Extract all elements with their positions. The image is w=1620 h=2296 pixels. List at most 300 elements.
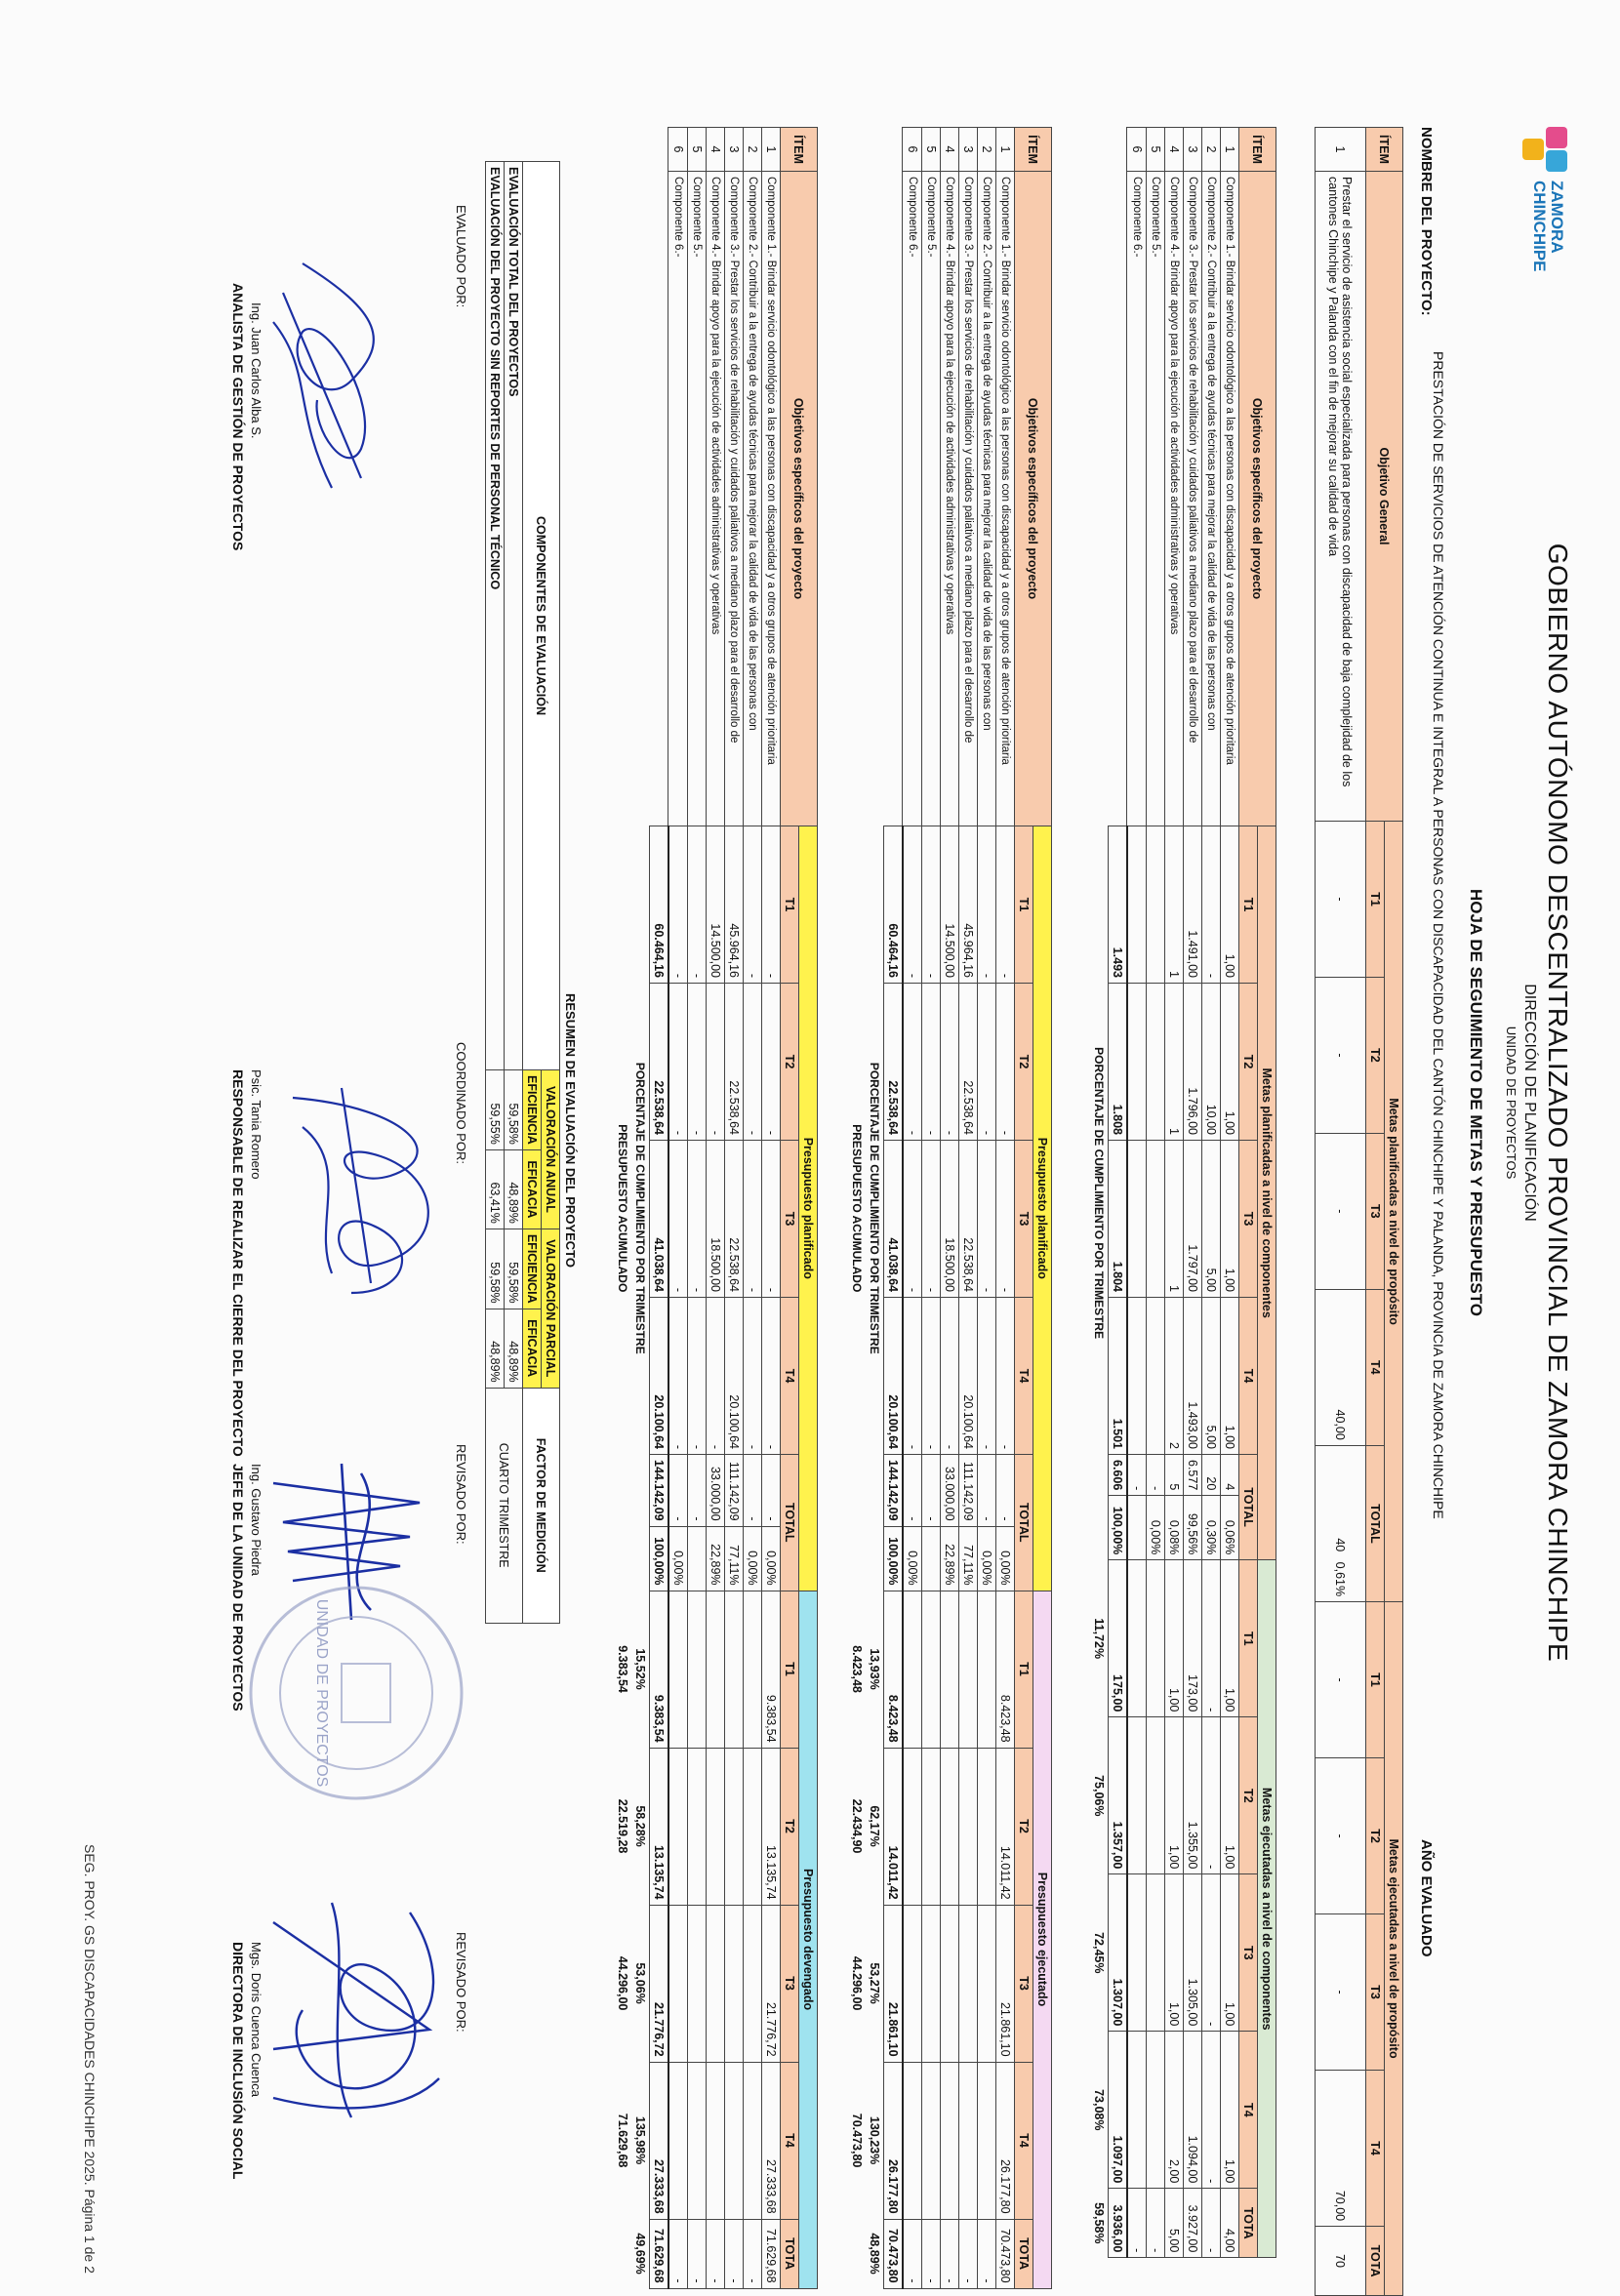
table-row: [1165, 128, 1184, 2258]
planned-cell: -: [903, 826, 922, 984]
executed-cell: 26.177,80: [996, 2062, 1015, 2219]
q-header: T1: [1015, 826, 1033, 984]
total-header: TOTA: [1239, 2189, 1258, 2258]
executed-cell: [707, 2062, 725, 2219]
pct-value: 11,72%: [1092, 1618, 1106, 1660]
total-header: TOTA: [1366, 2227, 1385, 2296]
total-executed: 175,00: [1109, 1560, 1128, 1717]
reviewed-label: REVISADO POR:: [454, 1444, 468, 1545]
executed-total: -: [1202, 2189, 1221, 2258]
planned-cell: -: [903, 1298, 922, 1455]
general-objective-table: [1315, 127, 1403, 2296]
acc-value: 22.434,90: [850, 1798, 864, 1854]
budget-executed-table: [848, 127, 1052, 2289]
project-label: NOMBRE DEL PROYECTO:: [1418, 127, 1435, 316]
summary-efficiency: EFICIENCIA: [523, 1229, 542, 1309]
total-planned: 1.808: [1109, 984, 1128, 1141]
table-row: [959, 128, 978, 2289]
table-row: [762, 128, 781, 2289]
planned-cell: -: [688, 1141, 707, 1298]
executed-cell: [725, 1905, 744, 2062]
spacer: [631, 172, 650, 826]
executed-cell: 14.011,42: [996, 1748, 1015, 1905]
q-header: T1: [781, 826, 799, 984]
pct-value: 15,52%: [633, 1648, 647, 1690]
q-header: T4: [1015, 2062, 1033, 2219]
q-header: T4: [1239, 1298, 1258, 1455]
component-label: Componente 5.-: [1147, 172, 1165, 826]
reviewed2-role: DIRECTORA DE INCLUSIÓN SOCIAL: [230, 1942, 246, 2180]
total-executed: 14.011,42: [884, 1748, 904, 1905]
planned-total: -: [903, 1455, 922, 1527]
total-executed: 9.383,54: [650, 1591, 669, 1748]
table-row: [744, 128, 762, 2289]
planned-cell: 14.500,00: [707, 826, 725, 984]
executed-cell: [1127, 1560, 1147, 1717]
planned-cell: 14.500,00: [941, 826, 959, 984]
executed-cell: [688, 2062, 707, 2219]
planned-total: 6.577: [1184, 1455, 1202, 1496]
executed-cell: [903, 1591, 922, 1748]
summary-annual: VALORACIÓN ANUAL: [542, 1070, 560, 1229]
planned-cell: -: [996, 1298, 1015, 1455]
executed-cell: [1127, 1874, 1147, 2032]
executed-total: -: [688, 2219, 707, 2288]
group-executed: Presupuesto devengado: [799, 1591, 818, 2288]
planned-total: 5: [1165, 1455, 1184, 1496]
planned-pct: 77,11%: [959, 1526, 978, 1591]
component-label: Componente 6.-: [903, 172, 922, 826]
planned-cell: 45.964,16: [959, 826, 978, 984]
signature-reviewed2: [254, 1883, 468, 2137]
q-header: T2: [1239, 1717, 1258, 1874]
component-label: Componente 1.- Brindar servicio odontológico a las personas con discapacidad y a otros grupos de atención prioritaria: [1221, 172, 1239, 826]
table-row: [688, 128, 707, 2289]
pct-value: 72,45%: [1092, 1932, 1106, 1974]
reviewed2-name: Mgs. Doris Cuenca Cuenca: [249, 1942, 263, 2097]
acc-label: PRESUPUESTO ACUMULADO: [850, 1124, 864, 1293]
summary-value: 48,89%: [505, 1309, 523, 1388]
q-header: T3: [781, 1905, 799, 2062]
spacer: [866, 172, 884, 826]
total-header: TOTA: [781, 2219, 799, 2288]
component-label: Componente 4.- Brindar apoyo para la ejecución de actividades administrativas y operativas: [1165, 172, 1184, 826]
pct-label: PORCENTAJE DE CUMPLIMIENTO POR TRIMESTRE: [1092, 1047, 1106, 1340]
component-label: Componente 2.- Contribuir a la entrega de ayudas técnicas para mejorar la calidad de vida de las personas con: [1202, 172, 1221, 826]
unit-title: UNIDAD DE PROYECTOS: [1504, 1026, 1519, 1180]
q-header: T2: [1015, 1748, 1033, 1905]
item-number: 2: [978, 128, 996, 172]
acc-value: 9.383,54: [616, 1645, 629, 1693]
q-header: T4: [1366, 1289, 1385, 1445]
item-number: 1: [762, 128, 781, 172]
planned-cell: -: [922, 826, 941, 984]
group-planned: Presupuesto planificado: [799, 826, 818, 1591]
executed-cell: 21.861,10: [996, 1905, 1015, 2062]
q-header: T4: [1239, 2032, 1258, 2189]
planned-pct: 0,00%: [744, 1526, 762, 1591]
total-executed-sum: 3.936,00: [1109, 2189, 1128, 2258]
pct-value: 53,27%: [868, 1962, 881, 2004]
summary-partial: VALORACIÓN PARCIAL: [542, 1229, 560, 1388]
executed-total: 71.629,68: [762, 2219, 781, 2288]
table-row: [1316, 128, 1366, 2296]
total-planned: 22.538,64: [650, 984, 669, 1141]
item-number: 3: [1184, 128, 1202, 172]
spacer: [1090, 172, 1109, 826]
group-planned: Metas planificadas a nivel de propósito: [1385, 822, 1403, 1602]
executed-cell: 9.383,54: [762, 1591, 781, 1748]
planned-pct: [1127, 1496, 1147, 1560]
item-number: 3: [725, 128, 744, 172]
planned-cell: -: [688, 826, 707, 984]
component-label: Componente 6.-: [668, 172, 688, 826]
component-label: Componente 4.- Brindar apoyo para la ejecución de actividades administrativas y operativas: [941, 172, 959, 826]
acc-value: 44.296,00: [850, 1955, 864, 2011]
executed-cell: [922, 2062, 941, 2219]
planned-cell: 20.100,64: [959, 1298, 978, 1455]
planned-cell: [1127, 1141, 1147, 1298]
table-row: [725, 128, 744, 2289]
pct-total: 49,69%: [633, 2233, 647, 2275]
col-item: ÍTEM: [781, 128, 818, 172]
q-header: T3: [1239, 1874, 1258, 2032]
executed-cell: 1.094,00: [1184, 2032, 1202, 2189]
item-number: 3: [959, 128, 978, 172]
executed-cell: [688, 1591, 707, 1748]
summary-col-components: COMPONENTES DE EVALUACIÓN: [523, 162, 560, 1070]
pct-value: 135,98%: [633, 2115, 647, 2165]
q-header: T4: [781, 1298, 799, 1455]
total-planned: 1.501: [1109, 1298, 1128, 1455]
planned-cell: -: [688, 984, 707, 1141]
executed-cell: [959, 1905, 978, 2062]
col-item: ÍTEM: [1366, 128, 1403, 172]
planned-cell: 1: [1165, 826, 1184, 984]
reviewed-name: Ing. Gustavo Piedra: [249, 1464, 263, 1576]
planned-cell: -: [1316, 977, 1366, 1133]
planned-cell: [1147, 1141, 1165, 1298]
spacer: [884, 128, 904, 172]
executed-total: -: [922, 2219, 941, 2288]
planned-cell: -: [1316, 822, 1366, 978]
year-label: AÑO EVALUADO: [1418, 1839, 1435, 1957]
executed-total: 70: [1316, 2227, 1366, 2296]
summary-title: RESUMEN DE EVALUACIÓN DEL PROYECTO: [563, 993, 578, 1268]
planned-cell: [1127, 984, 1147, 1141]
executed-cell: [978, 2062, 996, 2219]
item-number: 1: [1316, 128, 1366, 172]
totals-row: [884, 128, 904, 2289]
executed-cell: 13.135,74: [762, 1748, 781, 1905]
executed-cell: [688, 1748, 707, 1905]
planned-total: 33.000,00: [707, 1455, 725, 1527]
q-header: T2: [781, 984, 799, 1141]
total-planned: 20.100,64: [650, 1298, 669, 1455]
planned-cell: -: [744, 826, 762, 984]
planned-cell: 22.538,64: [725, 1141, 744, 1298]
planned-cell: 1.493,00: [1184, 1298, 1202, 1455]
item-number: 6: [1127, 128, 1147, 172]
planned-cell: 1.796,00: [1184, 984, 1202, 1141]
planned-cell: 10,00: [1202, 984, 1221, 1141]
summary-value: 59,58%: [505, 1070, 523, 1150]
executed-cell: [668, 1748, 688, 1905]
planned-cell: 40,00: [1316, 1289, 1366, 1445]
summary-value: 59,58%: [505, 1229, 523, 1309]
planned-cell: 1,00: [1221, 826, 1239, 984]
q-header: T1: [1015, 1591, 1033, 1748]
total-header: TOTA: [1015, 2219, 1033, 2288]
planned-cell: -: [903, 1141, 922, 1298]
q-header: T3: [1239, 1141, 1258, 1298]
planned-total: 20: [1202, 1455, 1221, 1496]
total-planned-pct: 100,00%: [1109, 1496, 1128, 1560]
pct-value: 73,08%: [1092, 2089, 1106, 2131]
total-planned-sum: 144.142,09: [650, 1455, 669, 1527]
evaluated-label: EVALUADO POR:: [454, 205, 468, 308]
table-row: [1147, 128, 1165, 2258]
planned-cell: -: [744, 984, 762, 1141]
component-label: Componente 2.- Contribuir a la entrega de ayudas técnicas para mejorar la calidad de vida de las personas con: [744, 172, 762, 826]
planned-cell: [1147, 1298, 1165, 1455]
table-row: [668, 128, 688, 2289]
total-executed: 26.177,80: [884, 2062, 904, 2219]
executed-total: -: [1147, 2189, 1165, 2258]
executed-cell: 1,00: [1165, 1717, 1184, 1874]
planned-pct: 22,89%: [941, 1526, 959, 1591]
planned-cell: -: [668, 1141, 688, 1298]
executed-cell: [744, 1905, 762, 2062]
planned-pct: 0,30%: [1202, 1496, 1221, 1560]
spacer: [884, 172, 904, 826]
total-header: TOTAL: [1015, 1455, 1033, 1591]
spacer: [650, 128, 669, 172]
planned-cell: -: [978, 1141, 996, 1298]
planned-cell: [1127, 1298, 1147, 1455]
planned-cell: -: [996, 984, 1015, 1141]
col-objective: Objetivos específicos del proyecto: [1015, 172, 1052, 826]
total-header: TOTAL: [1366, 1445, 1385, 1601]
executed-cell: [978, 1905, 996, 2062]
component-label: Componente 5.-: [922, 172, 941, 826]
planned-cell: -: [744, 1141, 762, 1298]
acc-value: 71.629,68: [616, 2113, 629, 2168]
col-item: ÍTEM: [1239, 128, 1276, 172]
planned-total: -: [688, 1455, 707, 1527]
spacer: [848, 172, 866, 826]
table-row: [922, 128, 941, 2289]
components-goals-table: [1090, 127, 1276, 2258]
planned-cell: -: [978, 826, 996, 984]
planned-pct: 99,56%: [1184, 1496, 1202, 1560]
planned-pct: 0,00%: [903, 1526, 922, 1591]
spacer: [1090, 128, 1109, 172]
q-header: T4: [1015, 1298, 1033, 1455]
logo-text-line: CHINCHIPE: [1530, 181, 1549, 272]
item-number: 5: [922, 128, 941, 172]
q-header: T4: [781, 2062, 799, 2219]
spacer: [614, 172, 631, 826]
summary-efficiency: EFICIENCIA: [523, 1070, 542, 1150]
planned-cell: -: [941, 1298, 959, 1455]
total-planned: 20.100,64: [884, 1298, 904, 1455]
executed-cell: [941, 1905, 959, 2062]
planned-cell: 1: [1165, 1141, 1184, 1298]
executed-cell: 1,00: [1221, 1717, 1239, 1874]
seal-stamp: [244, 1581, 468, 1805]
executed-cell: [725, 1591, 744, 1748]
executed-cell: [668, 1905, 688, 2062]
executed-cell: 1,00: [1221, 2032, 1239, 2189]
planned-pct: 0,00%: [762, 1526, 781, 1591]
planned-cell: 18.500,00: [941, 1141, 959, 1298]
signature-evaluated: [254, 254, 420, 507]
planned-cell: -: [978, 1298, 996, 1455]
spacer: [1109, 128, 1128, 172]
total-executed-sum: 71.629,68: [650, 2219, 669, 2288]
component-label: Componente 5.-: [688, 172, 707, 826]
executed-cell: [1147, 2032, 1165, 2189]
budget-accrued-table: [614, 127, 818, 2289]
pct-row: [631, 128, 650, 2289]
executed-cell: [903, 2062, 922, 2219]
summary-value: 63,41%: [486, 1149, 505, 1229]
executed-cell: [978, 1591, 996, 1748]
table-row: [1184, 128, 1202, 2258]
evaluated-name: Ing. Juan Carlos Alba S.: [249, 302, 263, 439]
q-header: T3: [1015, 1905, 1033, 2062]
group-executed: Metas ejecutadas a nivel de propósito: [1385, 1602, 1403, 2296]
summary-factor: FACTOR DE MEDICIÓN: [523, 1388, 560, 1623]
executed-cell: [941, 1748, 959, 1905]
evaluated-role: ANALISTA DE GESTIÓN DE PROYECTOS: [230, 283, 246, 551]
executed-cell: 1.355,00: [1184, 1717, 1202, 1874]
total-planned: 41.038,64: [650, 1141, 669, 1298]
component-label: Componente 3.- Prestar los servicios de rehabilitación y cuidados paliativos a mediano plazo para el desarrollo de: [1184, 172, 1202, 826]
component-label: Componente 1.- Brindar servicio odontológico a las personas con discapacidad y a otros grupos de atención prioritaria: [762, 172, 781, 826]
reviewed2-label: REVISADO POR:: [454, 1932, 468, 2033]
summary-efficacy: EFICACIA: [523, 1149, 542, 1229]
planned-cell: -: [903, 984, 922, 1141]
executed-cell: [1127, 2032, 1147, 2189]
project-name: PRESTACIÓN DE SERVICIOS DE ATENCIÓN CONTINUA E INTEGRAL A PERSONAS CON DISCAPACIDAD DEL CANTÓN CHINCHIPE Y PALANDA, PROVINCIA DE ZAMORA CHINCHIPE: [1431, 351, 1446, 1519]
q-header: T1: [1366, 822, 1385, 978]
executed-cell: -: [1316, 1758, 1366, 1914]
executed-cell: 2,00: [1165, 2032, 1184, 2189]
logo-text-line: ZAMORA: [1548, 181, 1566, 254]
summary-table: [485, 161, 560, 1624]
spacer: [650, 172, 669, 826]
executed-cell: -: [1202, 1874, 1221, 2032]
planned-pct: 22,89%: [707, 1526, 725, 1591]
executed-total: -: [978, 2219, 996, 2288]
item-number: 4: [1165, 128, 1184, 172]
executed-cell: 1.305,00: [1184, 1874, 1202, 2032]
total-executed: 21.861,10: [884, 1905, 904, 2062]
planned-total: 111.142,09: [959, 1455, 978, 1527]
total-planned: 41.038,64: [884, 1141, 904, 1298]
planned-cell: 1,00: [1221, 1141, 1239, 1298]
executed-cell: [725, 1748, 744, 1905]
pct-value: 130,23%: [868, 2115, 881, 2165]
executed-total: -: [959, 2219, 978, 2288]
planned-total: [1316, 1445, 1366, 1601]
planned-total: -: [744, 1455, 762, 1527]
q-header: T3: [1015, 1141, 1033, 1298]
pct-row: [1090, 128, 1109, 2258]
planned-cell: -: [668, 1298, 688, 1455]
col-objective: Objetivo General: [1366, 171, 1403, 821]
summary-value: 48,89%: [486, 1309, 505, 1388]
planned-cell: 18.500,00: [707, 1141, 725, 1298]
q-header: T2: [1015, 984, 1033, 1141]
signature-coordinated: [254, 1068, 468, 1312]
planned-cell: -: [707, 984, 725, 1141]
spacer: [614, 2219, 631, 2288]
executed-cell: [668, 1591, 688, 1748]
executed-cell: [959, 1748, 978, 1905]
planned-cell: [1147, 984, 1165, 1141]
executed-cell: [1147, 1874, 1165, 2032]
executed-cell: -: [1202, 1717, 1221, 1874]
acc-row: [614, 128, 631, 2289]
executed-cell: [707, 1591, 725, 1748]
item-number: 4: [941, 128, 959, 172]
executed-cell: [959, 1591, 978, 1748]
executed-total: 3.927,00: [1184, 2189, 1202, 2258]
executed-cell: [903, 1748, 922, 1905]
executed-cell: [922, 1591, 941, 1748]
summary-value: 59,58%: [486, 1229, 505, 1309]
q-header: T3: [1366, 1133, 1385, 1289]
total-planned-pct: 100,00%: [884, 1526, 904, 1591]
planned-cell: 5,00: [1202, 1141, 1221, 1298]
planned-cell: -: [996, 1141, 1015, 1298]
planned-cell: -: [707, 1298, 725, 1455]
executed-cell: [959, 2062, 978, 2219]
planned-cell: 5,00: [1202, 1298, 1221, 1455]
planned-pct: 0,08%: [1165, 1496, 1184, 1560]
total-header: TOTAL: [1239, 1455, 1258, 1560]
acc-value: 70.473,80: [850, 2113, 864, 2168]
executed-cell: [1147, 1717, 1165, 1874]
q-header: T2: [1366, 1758, 1385, 1914]
total-planned: 1.804: [1109, 1141, 1128, 1298]
planned-pct: 0,00%: [668, 1526, 688, 1591]
planned-cell: [1147, 826, 1165, 984]
spacer: [848, 128, 866, 172]
executed-cell: [903, 1905, 922, 2062]
planned-cell: -: [762, 826, 781, 984]
planned-cell: -: [922, 984, 941, 1141]
executed-cell: 1,00: [1165, 1874, 1184, 2032]
planned-pct: 0,00%: [978, 1526, 996, 1591]
executed-cell: 8.423,48: [996, 1591, 1015, 1748]
acc-value: 44.296,00: [616, 1955, 629, 2011]
executed-total: -: [707, 2219, 725, 2288]
table-row: [903, 128, 922, 2289]
pct-value: 53,06%: [633, 1962, 647, 2004]
executed-cell: [922, 1748, 941, 1905]
item-number: 1: [1221, 128, 1239, 172]
planned-total: -: [922, 1455, 941, 1527]
pct-label: PORCENTAJE DE CUMPLIMIENTO POR TRIMESTRE: [633, 1062, 647, 1354]
item-number: 2: [1202, 128, 1221, 172]
pct-label: PORCENTAJE DE CUMPLIMIENTO POR TRIMESTRE: [868, 1062, 881, 1354]
item-number: 2: [744, 128, 762, 172]
planned-total: 4: [1221, 1455, 1239, 1496]
